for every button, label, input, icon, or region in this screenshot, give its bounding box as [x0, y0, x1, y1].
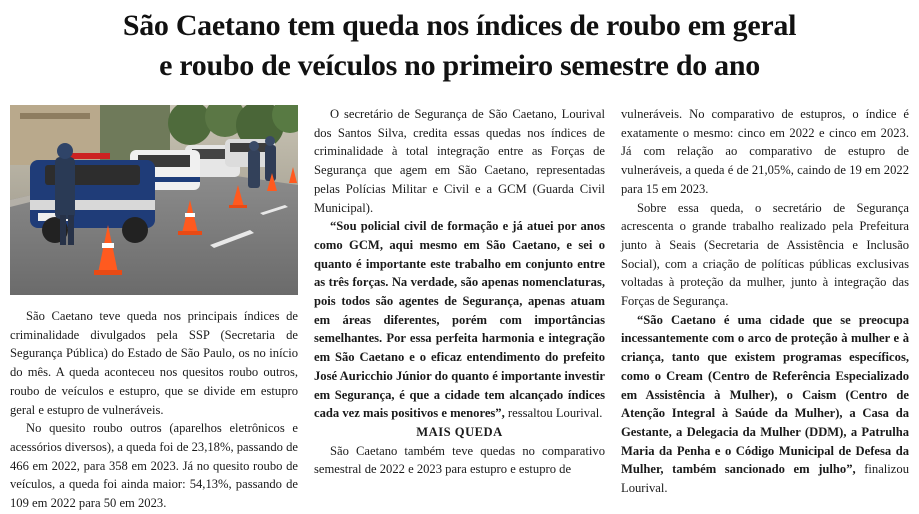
paragraph-intro: São Caetano teve queda nos principais índices de criminalidade divulgados pela SSP (Secretaria de Segurança Pública) do Estado de São Paulo, os no início do mês. A queda aconteceu nos quesitos roubo outros, roubo de veículos e estupro, que se divide em estupro geral e estupro de vulneráveis. — [10, 309, 298, 417]
paragraph-roubo-outros: No quesito roubo outros (aparelhos eletrônicos e acessórios diversos), a queda foi de 23,18%, passando de 466 em 2022, para 358 em 2023. Já no quesito roubo de veículos, a queda foi ainda maior: 54,13%, passando de 109 em 2022 para 50 em 2023. — [10, 421, 298, 511]
police-vehicles-photo — [10, 105, 298, 295]
quote-text: “Sou policial civil de formação e já atuei por anos como GCM, aqui mesmo em São Caetano, e sei o quanto é importante este trabalho em conjunto entre as três forças. Na verdade, são apenas nomenclaturas, pois todos são agentes de Segurança, apenas atuam em áreas diferentes, porém com importâncias semelhantes. Por essa perfeita harmonia e integração em São Caetano e o eficaz entendimento do prefeito José Auricchio Júnior do quanto é importante investir em Segurança, é que a cidade tem alcançado índices cada vez mais positivos e menores”, — [314, 219, 605, 421]
quote-closing — [621, 311, 909, 498]
headline — [0, 6, 919, 86]
column-3 — [621, 105, 909, 498]
headline-line-2: e roubo de veículos no primeiro semestre do ano — [159, 49, 760, 82]
closing-quote-attribution: finalizou Lourival. — [621, 462, 909, 496]
closing-quote-text: “São Caetano é uma cidade que se preocupa incessantemente com o arco de proteção à mulher e à criança, tanto que existem programas específicos, como o Cream (Centro de Referência Especializado em Assistência à Mulher), o Caism (Centro de Atenção Integral à Saúde da Mulher), a Casa da Gestante, a Delegacia da Mulher (DDM), a Patrulha Maria da Penha e o Código Municipal de Defesa da Mulher, também sancionado em julho”, — [621, 312, 909, 477]
paragraph-estupro: São Caetano também teve quedas no comparativo semestral de 2022 e 2023 para estupro e estupro de — [314, 443, 605, 477]
quote-lourival — [314, 217, 605, 423]
subhead-mais-queda: MAIS QUEDA — [416, 424, 503, 439]
paragraph-vulneraveis: vulneráveis. No comparativo de estupros, o índice é exatamente o mesmo: cinco em 2022 e cinco em 2023. Já com relação ao comparativo de estupro de vulneráveis, a queda é de 21,05%, caindo de 19 em 2022 para 15 em 2023. — [621, 107, 909, 196]
headline-line-1: São Caetano tem queda nos índices de roubo em geral — [122, 9, 797, 42]
paragraph-secretario: O secretário de Segurança de São Caetano, Lourival dos Santos Silva, credita essas quedas nos índices de criminalidade à total integração entre as Forças de Segurança que agem em São Caetano, representadas pelas Polícias Militar e Civil e a GCM (Guarda Civil Municipal). — [314, 107, 605, 215]
paragraph-seais: Sobre essa queda, o secretário de Segurança acrescenta o grande trabalho realizado pela Prefeitura junto à Seais (Secretaria de Assistência e Inclusão Social), com a criação de políticas públicas exclusivas voltadas à proteção da mulher, junto à integração das Forças de Segurança. — [621, 200, 909, 309]
column-2 — [314, 105, 605, 479]
column-1 — [10, 105, 298, 513]
quote-attribution: ressaltou Lourival. — [504, 406, 603, 421]
